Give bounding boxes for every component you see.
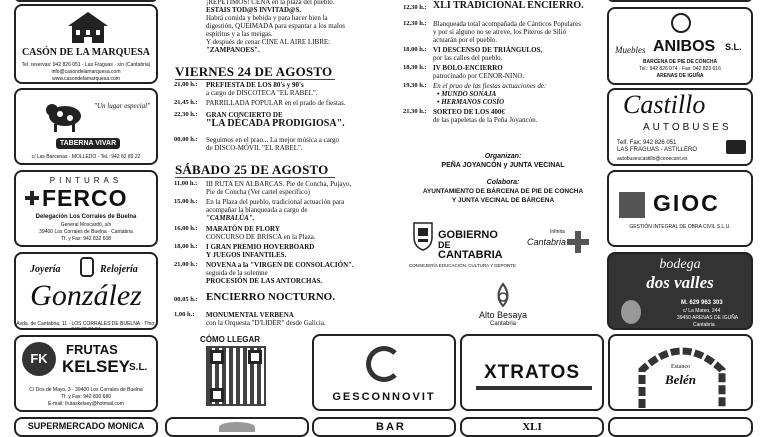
- event-text: "CAMBALÚA".: [206, 214, 255, 222]
- event-text: patrocinado por CENOR-NINO.: [433, 72, 525, 80]
- colabora-line2: Y JUNTA VECINAL DE BÁRCENA: [451, 197, 555, 204]
- ad-bar: [312, 417, 456, 437]
- gescon-logo-icon: [366, 346, 402, 382]
- xtratos-stripe: [476, 386, 592, 390]
- xtratos-name: XTRATOS: [483, 362, 581, 383]
- bodega-line2: dos valles: [646, 273, 714, 292]
- supermercado-name: SUPERMERCADO MONICA: [27, 421, 145, 431]
- event-text: XLI TRADICIONAL ENCIERRO.: [433, 0, 584, 11]
- cantabria-cross-icon: [567, 231, 589, 253]
- ferco-line2: General Moscardó, s/n: [60, 222, 112, 228]
- verbena-line1: MONUMENTAL VERBENA: [206, 311, 294, 319]
- gonzalez-watch-icon: [80, 257, 94, 277]
- bottom-strip-emblem: [219, 422, 255, 432]
- ad-estanco-belen: [608, 334, 753, 411]
- cason-email: info@casondelamarquesa.com: [51, 69, 121, 75]
- event-text: PARRILLADA POPULAR en el prado de fiestas.: [206, 99, 346, 107]
- event-text: Y JUEGOS INFANTILES.: [206, 251, 287, 259]
- event-text: MARATÓN DE FLORY: [206, 225, 280, 233]
- event-time: 12,30 h.:: [403, 20, 427, 27]
- ad-gioc: [607, 170, 753, 247]
- intro-line: Y después de cenar CINE AL AIRE LIBRE:: [206, 38, 331, 46]
- taberna-name: TABERNA VIVAR: [59, 140, 117, 147]
- gonzalez-name: González: [30, 279, 142, 312]
- besaya-line2: Cantabria: [489, 321, 516, 327]
- gobierno-line1: GOBIERNO: [438, 229, 498, 241]
- event-text: Seguimos en el prao... La mejor música a cargo: [206, 136, 340, 144]
- colabora-label: Colabora:: [486, 179, 520, 186]
- ferco-top: PINTURAS: [49, 176, 123, 185]
- kelsey-suffix: S.L.: [129, 362, 148, 373]
- castillo-email: autobusescastillo@ceoecant.es: [617, 156, 688, 162]
- event-text: En la Plaza del pueblo, tradicional actuación para: [206, 198, 345, 206]
- ad-bottom-strip-right: [608, 417, 753, 437]
- ad-muebles-anibos: [607, 7, 753, 85]
- ad-xli: [460, 417, 604, 437]
- castillo-name: Castillo: [623, 90, 706, 119]
- ad-gescon: [312, 334, 456, 411]
- gioc-sub: GESTIÓN INTEGRAL DE OBRA CIVIL S.L.U.: [629, 224, 731, 230]
- xli-text: XLI: [522, 421, 542, 433]
- ad-xtratos: [460, 334, 604, 411]
- anibos-line3: ARENAS DE IGUÑA: [656, 73, 704, 79]
- ad-top-strip-right: [607, 0, 753, 2]
- event-time: 18,00 h.:: [174, 243, 198, 250]
- intro-line: "ZAMPANOES".: [206, 46, 260, 54]
- castillo-sub: AUTOBUSES: [643, 122, 732, 133]
- como-llegar-title: CÓMO LLEGAR: [200, 335, 260, 344]
- organiza-text: PEÑA JOYANCÓN y JUNTA VECINAL: [441, 162, 565, 169]
- anibos-prefix: Muebles: [615, 45, 646, 55]
- event-text: de DISCO-MÓVIL "EL RABEL".: [206, 144, 303, 152]
- anibos-name: ANIBOS: [653, 38, 716, 55]
- colabora-line1: AYUNTAMIENTO DE BÁRCENA DE PIE DE CONCHA: [422, 188, 584, 195]
- event-time: 21,00 h.:: [174, 261, 198, 268]
- event-time: 22,30 h.:: [174, 111, 198, 118]
- bodega-addr2: 39450 ARENAS DE IGUÑA: [677, 315, 739, 321]
- gobierno-sub: CONSEJERÍA EDUCACIÓN, CULTURA Y DEPORTE: [409, 263, 516, 268]
- event-time: 12,30 h.:: [403, 4, 427, 11]
- qr-corner: [248, 350, 262, 364]
- taberna-address: c/ Las Barcenas · MOLLEDO · Tel.: 942 82 89 22: [31, 154, 141, 160]
- ferco-line4: Tf. y Fax: 942 832 608: [60, 236, 112, 242]
- event-time: 18,30 h.:: [403, 64, 427, 71]
- event-text: y por si alguno no se atreve, los Piteros de Silió: [433, 28, 567, 36]
- belen-name: Belén: [664, 372, 697, 387]
- event-time: 21,45 h.:: [174, 99, 198, 106]
- kelsey-address: C/ Dos de Mayo, 3 · 39400 Los Corrales de Buelna: [29, 387, 143, 393]
- ad-pinturas-ferco: [14, 170, 158, 247]
- event-text: de las papeletas de la Peña Joyancón.: [433, 116, 538, 124]
- bodega-addr1: c/ La Mateo, 244: [683, 308, 721, 314]
- intro-line: Habrá comida y bebida y para hacer bien la: [206, 14, 328, 22]
- day2-title: SÁBADO 25 DE AGOSTO: [175, 162, 329, 177]
- anibos-logo-icon: [671, 13, 691, 33]
- ferco-cross-icon: [25, 191, 39, 205]
- castillo-badge-icon: [726, 140, 746, 154]
- gobierno-line2: DE: [438, 240, 451, 250]
- bodega-addr3: Cantabria: [693, 322, 715, 328]
- event-text: SORTEO DE LOS 400€: [433, 108, 505, 116]
- anibos-suffix: S.L.: [725, 42, 742, 52]
- event-text: CONCURSO DE BRISCA en la Plaza.: [206, 233, 316, 241]
- night-time: 00,05 h.:: [174, 296, 198, 303]
- event-time: 15,00 h.:: [174, 198, 198, 205]
- cantabria-infinita: Cantabria: [527, 237, 567, 247]
- event-text: a cargo de DISCOTECA "EL RABEL".: [206, 89, 318, 97]
- event-text: III RUTA EN ALBARCAS. Pie de Concha, Pujayo,: [206, 180, 352, 188]
- event-text: • HERMANOS COSÍO: [437, 98, 505, 106]
- ferco-line1: Delegación Los Corrales de Buelna: [35, 214, 137, 220]
- qr-corner: [210, 388, 224, 402]
- event-text: Blanqueada total acompañada de Cánticos Populares: [433, 20, 581, 28]
- intro-line: espíritus y a las meigas.: [206, 30, 273, 38]
- besaya-line1: Alto Besaya: [478, 310, 528, 320]
- bodega-line1: bodega: [659, 257, 701, 272]
- verbena-time: 1,00 h.:: [174, 311, 195, 318]
- event-text: IV BOLO-ENCIERRO: [433, 64, 503, 72]
- verbena-line2: con la Orquesta "D'LIDER" desde Galicia.: [206, 319, 326, 327]
- event-text: PREFIESTA DE LOS 80's y 90's: [206, 81, 304, 89]
- event-text: actuarán por el pueblo.: [433, 36, 498, 44]
- event-time: 11,00 h.:: [174, 180, 198, 187]
- event-text: • MUNDO SONAJA: [437, 90, 497, 98]
- kelsey-line2: KELSEY: [62, 357, 131, 376]
- event-text: "LA DÉCADA PRODIGIOSA".: [206, 118, 345, 129]
- ferco-name: FERCO: [42, 185, 128, 211]
- event-text: En el prao de las fiestas actuaciones de:: [433, 82, 547, 90]
- ad-autobuses-castillo: [607, 88, 753, 166]
- gioc-name: GIOC: [653, 190, 720, 216]
- bar-name: BAR: [376, 421, 406, 433]
- cason-web: www.casondelamarquesa.com: [52, 76, 120, 82]
- intro-line: digestión, QUEIMADA para espantar a los malos: [206, 22, 345, 30]
- event-time: 21,00 h.:: [174, 81, 198, 88]
- kelsey-email: E-mail: frutaskelsey@hotmail.com: [48, 401, 124, 407]
- ad-frutas-kelsey: [14, 335, 158, 412]
- kelsey-line1: FRUTAS: [66, 342, 118, 357]
- program-night: [174, 293, 400, 329]
- ad-supermercado-bottom: [14, 417, 158, 437]
- gescon-name: GESCONNOVIT: [332, 391, 436, 403]
- qr-corner: [210, 350, 224, 364]
- event-text: VI DESCENSO DE TRIÁNGULOS,: [433, 46, 543, 54]
- event-text: PROCESIÓN DE LAS ANTORCHAS.: [206, 277, 323, 285]
- cow-icon: [40, 98, 90, 134]
- kelsey-logo-icon: FK: [22, 342, 56, 376]
- cason-address: Tel. reservas: 942 826 051 · Las Fraguas · s/n (Cantabria): [21, 62, 151, 68]
- gonzalez-top-right: Relojería: [100, 264, 138, 275]
- night-title: ENCIERRO NOCTURNO.: [206, 291, 335, 303]
- ad-taberna-vivar: [14, 88, 158, 165]
- intro-line: ¡REPETIMOS! CENA en la plaza del pueblo.: [206, 0, 335, 6]
- event-time: 18,00 h.:: [403, 46, 427, 53]
- castillo-line1: Telf. Fax: 942 826 051: [617, 140, 677, 146]
- event-text: por las calles del pueblo.: [433, 54, 503, 62]
- program-intro: [174, 0, 400, 58]
- day1-title: VIERNES 24 DE AGOSTO: [175, 64, 333, 79]
- house-icon: [65, 10, 111, 44]
- ad-cason-marquesa: [14, 4, 158, 84]
- gioc-logo-icon: [619, 192, 645, 218]
- program-day2: [174, 180, 400, 292]
- anibos-line1: BARCENA DE PIE DE CONCHA: [642, 59, 718, 65]
- alto-besaya-icon: [490, 282, 516, 308]
- program-day1: [174, 81, 400, 159]
- event-text: seguida de la solemne: [206, 269, 268, 277]
- event-time: 00,00 h.:: [174, 136, 198, 143]
- event-time: 16,00 h.:: [174, 225, 198, 232]
- ad-bodega-dos-valles: [607, 252, 753, 330]
- anibos-line2: Tel.: 942 826 074 · Fax: 942 823 616: [639, 66, 721, 72]
- ad-top-strip-left: [14, 0, 158, 2]
- intro-line: ESTAIS TOD@S INVITAD@S.: [206, 6, 302, 14]
- gobierno-line3: CANTABRIA: [438, 249, 503, 261]
- event-text: I GRAN PREMIO HOVERBOARD: [206, 243, 315, 251]
- event-time: 19,30 h.:: [403, 82, 427, 89]
- ad-bottom-strip: [165, 417, 309, 437]
- cason-name: CASÓN DE LA MARQUESA: [21, 47, 151, 58]
- event-text: NOVENA a la "VIRGEN DE CONSOLACIÓN".: [206, 261, 354, 269]
- program-right: [403, 0, 603, 144]
- belen-top: Estanco: [671, 364, 690, 370]
- castillo-line2: LAS FRAGUAS - ASTILLERO: [617, 147, 698, 153]
- day2-rule: [175, 177, 335, 178]
- taberna-slogan: "Un lugar especial": [94, 102, 151, 110]
- cantabria-shield-icon: [412, 221, 434, 251]
- organiza-label: Organizan:: [484, 153, 522, 160]
- ferco-line3: 39400 Los Corrales de Buelna · Cantabria: [39, 229, 133, 235]
- cantabria-infinita-tag: Infinita: [550, 229, 565, 235]
- event-time: 21,30 h.:: [403, 108, 427, 115]
- kelsey-phone: Tf. y Fax: 942 830 680: [60, 394, 112, 400]
- qr-code[interactable]: [206, 346, 266, 406]
- gonzalez-footer: Avda. de Cantabria, 11 · LOS CORRALES DE BUELNA · Tfno: 942 83 21 24: [16, 321, 156, 330]
- event-text: acompañar la blanqueada a cargo de: [206, 206, 308, 214]
- event-text: Pie de Concha (Ver cartel específico): [206, 188, 310, 196]
- day1-rule: [175, 79, 335, 80]
- taberna-name-banner: [56, 138, 120, 149]
- bodega-grapes-icon: [621, 300, 641, 324]
- bodega-phone: M. 629 963 303: [681, 300, 723, 306]
- ad-joyeria-gonzalez: [14, 252, 158, 330]
- event-text: GRAN CONCIERTO DE: [206, 111, 283, 119]
- gonzalez-top-left: Joyería: [30, 264, 61, 275]
